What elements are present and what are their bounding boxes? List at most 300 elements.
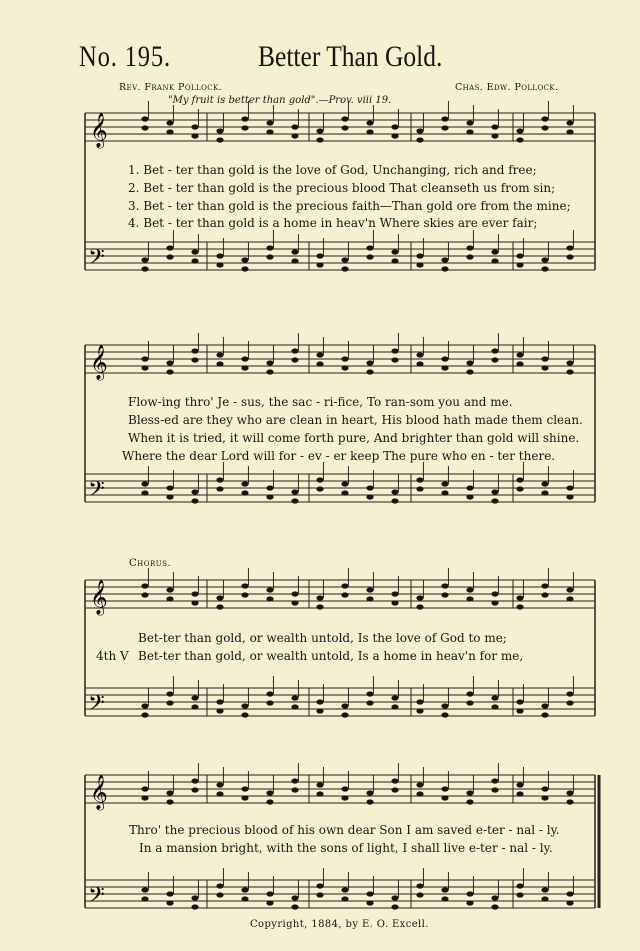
note-head	[516, 352, 523, 357]
verse-end-3: When it is tried, it will come forth pure, And brighter than gold will shine.	[128, 431, 580, 445]
note-head	[541, 125, 548, 130]
note-head	[441, 592, 448, 597]
note-head	[191, 124, 198, 129]
note-head	[191, 787, 198, 792]
hymn-number: No. 195.	[79, 40, 171, 73]
note-head	[566, 891, 573, 896]
treble-clef-icon: 𝄞	[90, 345, 108, 380]
note-head	[241, 490, 248, 495]
note-head	[391, 133, 398, 138]
note-head	[416, 782, 423, 787]
note-head	[491, 489, 498, 494]
note-head	[316, 128, 323, 133]
note-head	[241, 116, 248, 121]
note-head	[316, 352, 323, 357]
note-head	[366, 799, 373, 804]
note-head	[566, 691, 573, 696]
copyright: Copyright, 1884, by E. O. Excell.	[250, 919, 429, 930]
note-head	[241, 583, 248, 588]
note-head	[416, 604, 423, 609]
note-head	[266, 360, 273, 365]
note-head	[516, 595, 523, 600]
note-head	[491, 695, 498, 700]
note-head	[241, 887, 248, 892]
note-head	[491, 787, 498, 792]
note-head	[541, 583, 548, 588]
note-head	[141, 795, 148, 800]
note-head	[491, 133, 498, 138]
note-head	[541, 481, 548, 486]
note-head	[316, 782, 323, 787]
note-head	[191, 778, 198, 783]
note-head	[516, 791, 523, 796]
note-head	[241, 795, 248, 800]
note-head	[166, 254, 173, 259]
note-head	[191, 258, 198, 263]
note-head	[366, 596, 373, 601]
note-head	[166, 120, 173, 125]
note-head	[441, 125, 448, 130]
composer: Chas. Edw. Pollock.	[455, 82, 559, 93]
note-head	[141, 356, 148, 361]
note-head	[441, 365, 448, 370]
note-head	[141, 896, 148, 901]
note-head	[466, 360, 473, 365]
note-head	[266, 799, 273, 804]
note-head	[141, 257, 148, 262]
note-head	[216, 253, 223, 258]
note-head	[316, 883, 323, 888]
note-head	[266, 494, 273, 499]
note-head	[266, 485, 273, 490]
note-head	[316, 137, 323, 142]
note-head	[241, 786, 248, 791]
note-head	[391, 591, 398, 596]
note-head	[441, 795, 448, 800]
chorus-line-2: Bet-ter than gold, or wealth untold, Is a home in heav'n for me,	[138, 649, 524, 663]
note-head	[566, 494, 573, 499]
note-head	[241, 896, 248, 901]
note-head	[316, 595, 323, 600]
note-head	[341, 356, 348, 361]
note-head	[566, 799, 573, 804]
note-head	[241, 125, 248, 130]
note-head	[391, 600, 398, 605]
note-head	[141, 712, 148, 717]
note-head	[316, 699, 323, 704]
note-head	[291, 895, 298, 900]
note-head	[316, 791, 323, 796]
note-head	[416, 708, 423, 713]
note-head	[416, 352, 423, 357]
note-head	[291, 124, 298, 129]
note-head	[166, 245, 173, 250]
note-head	[566, 790, 573, 795]
note-head	[416, 699, 423, 704]
note-head	[466, 120, 473, 125]
note-head	[166, 700, 173, 705]
note-head	[491, 895, 498, 900]
note-head	[316, 604, 323, 609]
note-head	[516, 604, 523, 609]
note-head	[441, 356, 448, 361]
note-head	[566, 245, 573, 250]
note-head	[391, 357, 398, 362]
note-head	[391, 695, 398, 700]
note-head	[341, 703, 348, 708]
note-head	[541, 896, 548, 901]
note-head	[291, 258, 298, 263]
note-head	[341, 795, 348, 800]
note-head	[516, 892, 523, 897]
note-head	[341, 887, 348, 892]
note-head	[141, 365, 148, 370]
verse-3: 3. Bet - ter than gold is the precious faith—Than gold ore from the mine;	[128, 199, 571, 213]
note-head	[241, 257, 248, 262]
note-head	[316, 361, 323, 366]
note-head	[491, 704, 498, 709]
verse-end-2: Bless-ed are they who are clean in heart, His blood hath made them clean.	[128, 413, 583, 427]
note-head	[391, 489, 398, 494]
note-head	[466, 369, 473, 374]
note-head	[566, 254, 573, 259]
note-head	[491, 498, 498, 503]
note-head	[391, 498, 398, 503]
note-head	[266, 596, 273, 601]
note-head	[441, 786, 448, 791]
note-head	[366, 245, 373, 250]
note-head	[266, 700, 273, 705]
note-head	[141, 116, 148, 121]
note-head	[166, 129, 173, 134]
note-head	[291, 704, 298, 709]
note-head	[316, 262, 323, 267]
verse-1: 1. Bet - ter than gold is the love of God, Unchanging, rich and free;	[128, 163, 537, 177]
note-head	[516, 782, 523, 787]
note-head	[416, 883, 423, 888]
note-head	[191, 704, 198, 709]
chorus-4th-verse-label: 4th V	[96, 649, 129, 663]
note-head	[391, 348, 398, 353]
note-head	[216, 595, 223, 600]
note-head	[416, 791, 423, 796]
bass-clef-icon: 𝄢	[88, 691, 105, 721]
note-head	[566, 360, 573, 365]
note-head	[516, 128, 523, 133]
note-head	[141, 887, 148, 892]
note-head	[216, 486, 223, 491]
note-head	[341, 257, 348, 262]
note-head	[566, 369, 573, 374]
note-head	[291, 489, 298, 494]
note-head	[166, 799, 173, 804]
note-head	[366, 254, 373, 259]
note-head	[541, 365, 548, 370]
note-head	[566, 120, 573, 125]
note-head	[491, 348, 498, 353]
note-head	[416, 128, 423, 133]
note-head	[166, 596, 173, 601]
note-head	[366, 900, 373, 905]
note-head	[541, 266, 548, 271]
note-head	[266, 129, 273, 134]
note-head	[391, 787, 398, 792]
note-head	[216, 604, 223, 609]
note-head	[216, 352, 223, 357]
note-head	[491, 124, 498, 129]
note-head	[341, 116, 348, 121]
note-head	[441, 257, 448, 262]
note-head	[366, 360, 373, 365]
note-head	[166, 360, 173, 365]
note-head	[466, 254, 473, 259]
note-head	[541, 786, 548, 791]
note-head	[391, 704, 398, 709]
note-head	[516, 486, 523, 491]
note-head	[391, 895, 398, 900]
note-head	[216, 137, 223, 142]
note-head	[341, 712, 348, 717]
note-head	[291, 904, 298, 909]
note-head	[266, 245, 273, 250]
note-head	[191, 357, 198, 362]
note-head	[416, 262, 423, 267]
note-head	[541, 703, 548, 708]
note-head	[216, 791, 223, 796]
note-head	[166, 587, 173, 592]
note-head	[241, 356, 248, 361]
bass-clef-icon: 𝄢	[88, 883, 105, 913]
note-head	[191, 498, 198, 503]
note-head	[191, 348, 198, 353]
note-head	[216, 892, 223, 897]
note-head	[241, 703, 248, 708]
note-head	[241, 365, 248, 370]
note-head	[366, 700, 373, 705]
note-head	[441, 490, 448, 495]
note-head	[141, 266, 148, 271]
note-head	[566, 587, 573, 592]
note-head	[366, 494, 373, 499]
note-head	[216, 699, 223, 704]
note-head	[441, 116, 448, 121]
note-head	[491, 591, 498, 596]
note-head	[491, 258, 498, 263]
note-head	[466, 700, 473, 705]
note-head	[316, 486, 323, 491]
verse-2: 2. Bet - ter than gold is the precious blood That cleanseth us from sin;	[128, 181, 556, 195]
note-head	[416, 361, 423, 366]
note-head	[291, 357, 298, 362]
note-head	[566, 700, 573, 705]
note-head	[466, 129, 473, 134]
note-head	[341, 365, 348, 370]
note-head	[466, 900, 473, 905]
note-head	[341, 896, 348, 901]
note-head	[241, 712, 248, 717]
note-head	[516, 477, 523, 482]
note-head	[291, 778, 298, 783]
note-head	[491, 778, 498, 783]
note-head	[191, 600, 198, 605]
author: Rev. Frank Pollock.	[119, 82, 223, 93]
verse-end-1: Flow-ing thro' Je - sus, the sac - ri-fice, To ran-som you and me.	[128, 395, 513, 409]
note-head	[191, 895, 198, 900]
note-head	[366, 120, 373, 125]
note-head	[291, 498, 298, 503]
note-head	[191, 133, 198, 138]
note-head	[191, 591, 198, 596]
note-head	[541, 116, 548, 121]
note-head	[166, 900, 173, 905]
note-head	[366, 129, 373, 134]
note-head	[266, 891, 273, 896]
chorus-line-3: Thro' the precious blood of his own dear Son I am saved e-ter - nal - ly.	[129, 823, 560, 837]
note-head	[166, 369, 173, 374]
note-head	[291, 249, 298, 254]
note-head	[341, 592, 348, 597]
note-head	[541, 356, 548, 361]
note-head	[541, 712, 548, 717]
treble-clef-icon: 𝄞	[90, 775, 108, 810]
note-head	[516, 137, 523, 142]
note-head	[366, 369, 373, 374]
treble-clef-icon: 𝄞	[90, 113, 108, 148]
note-head	[291, 348, 298, 353]
chorus-label: Chorus.	[129, 558, 172, 569]
note-head	[416, 595, 423, 600]
note-head	[141, 786, 148, 791]
note-head	[541, 592, 548, 597]
note-head	[466, 494, 473, 499]
note-head	[166, 494, 173, 499]
note-head	[291, 695, 298, 700]
verse-4: 4. Bet - ter than gold is a home in heav'n Where skies are ever fair;	[128, 216, 538, 230]
note-head	[266, 900, 273, 905]
note-head	[141, 703, 148, 708]
note-head	[541, 490, 548, 495]
note-head	[316, 892, 323, 897]
note-head	[441, 896, 448, 901]
chorus-line-1: Bet-ter than gold, or wealth untold, Is the love of God to me;	[138, 631, 507, 645]
note-head	[341, 490, 348, 495]
note-head	[466, 485, 473, 490]
note-head	[441, 583, 448, 588]
note-head	[191, 904, 198, 909]
note-head	[216, 782, 223, 787]
note-head	[416, 477, 423, 482]
note-head	[141, 592, 148, 597]
note-head	[391, 904, 398, 909]
note-head	[191, 489, 198, 494]
note-head	[416, 486, 423, 491]
note-head	[316, 253, 323, 258]
note-head	[291, 133, 298, 138]
note-head	[166, 790, 173, 795]
note-head	[441, 266, 448, 271]
note-head	[366, 485, 373, 490]
note-head	[416, 253, 423, 258]
note-head	[216, 883, 223, 888]
note-head	[441, 481, 448, 486]
note-head	[466, 691, 473, 696]
note-head	[516, 708, 523, 713]
note-head	[366, 790, 373, 795]
note-head	[241, 266, 248, 271]
note-head	[291, 600, 298, 605]
note-head	[441, 703, 448, 708]
note-head	[566, 129, 573, 134]
note-head	[566, 596, 573, 601]
note-head	[566, 900, 573, 905]
note-head	[566, 485, 573, 490]
note-head	[341, 125, 348, 130]
note-head	[141, 125, 148, 130]
chorus-line-4: In a mansion bright, with the sons of light, I shall live e-ter - nal - ly.	[139, 841, 553, 855]
note-head	[491, 249, 498, 254]
note-head	[266, 691, 273, 696]
note-head	[441, 887, 448, 892]
note-head	[216, 477, 223, 482]
note-head	[141, 583, 148, 588]
note-head	[516, 699, 523, 704]
note-head	[516, 883, 523, 888]
epigraph: "My fruit is better than gold".—Prov. viii 19.	[168, 95, 392, 106]
note-head	[391, 258, 398, 263]
bass-clef-icon: 𝄢	[88, 477, 105, 507]
note-head	[541, 887, 548, 892]
note-head	[516, 361, 523, 366]
note-head	[416, 892, 423, 897]
note-head	[316, 477, 323, 482]
note-head	[266, 369, 273, 374]
note-head	[241, 481, 248, 486]
note-head	[391, 778, 398, 783]
note-head	[191, 249, 198, 254]
note-head	[466, 799, 473, 804]
note-head	[391, 249, 398, 254]
note-head	[466, 891, 473, 896]
note-head	[391, 124, 398, 129]
note-head	[341, 583, 348, 588]
note-head	[466, 790, 473, 795]
note-head	[341, 786, 348, 791]
note-head	[541, 257, 548, 262]
note-head	[216, 361, 223, 366]
note-head	[341, 266, 348, 271]
note-head	[466, 245, 473, 250]
note-head	[266, 790, 273, 795]
note-head	[141, 490, 148, 495]
note-head	[266, 254, 273, 259]
note-head	[466, 596, 473, 601]
treble-clef-icon: 𝄞	[90, 580, 108, 615]
note-head	[266, 587, 273, 592]
note-head	[416, 137, 423, 142]
note-head	[441, 712, 448, 717]
note-head	[291, 787, 298, 792]
note-head	[291, 591, 298, 596]
note-head	[266, 120, 273, 125]
note-head	[216, 708, 223, 713]
note-head	[316, 708, 323, 713]
note-head	[491, 600, 498, 605]
note-head	[166, 691, 173, 696]
note-head	[166, 891, 173, 896]
note-head	[216, 128, 223, 133]
note-head	[366, 691, 373, 696]
note-head	[541, 795, 548, 800]
